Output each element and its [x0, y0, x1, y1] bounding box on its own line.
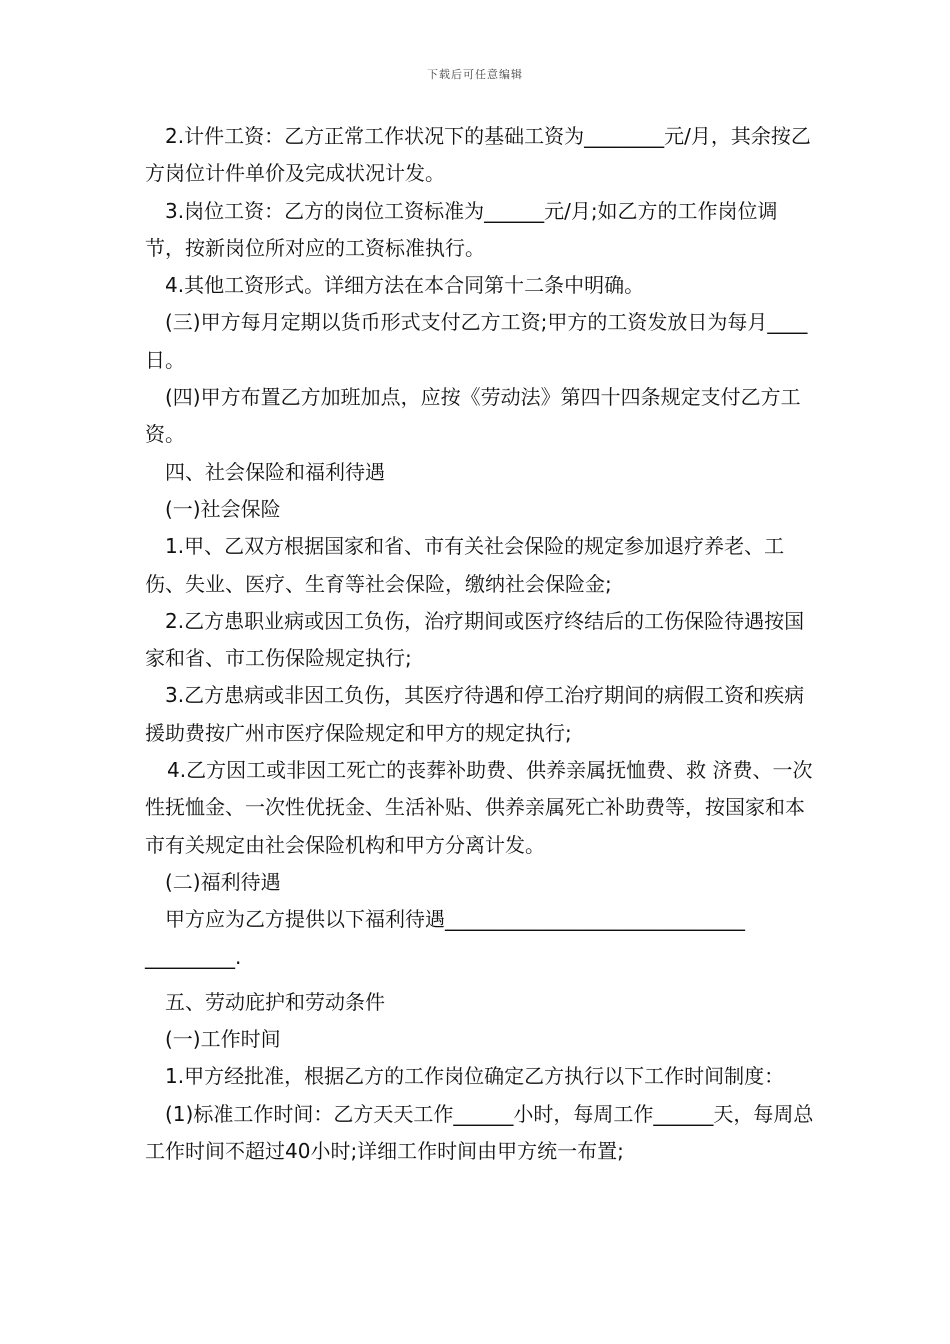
- document-body: [145, 118, 817, 1170]
- paragraph-payday: (三)甲方每月定期以货币形式支付乙方工资;甲方的工资发放日为每月____日。: [145, 310, 808, 372]
- subheading-working-hours: (一)工作时间: [165, 1027, 281, 1052]
- paragraph-other-wage: 4.其他工资形式。详细方法在本合同第十二条中明确。: [165, 273, 645, 298]
- paragraph-welfare: 甲方应为乙方提供以下福利待遇______________________________: [165, 907, 745, 932]
- section-heading-labor-protection: 五、劳动庇护和劳动条件: [165, 989, 385, 1014]
- paragraph-standard-hours: (1)标准工作时间：乙方天天工作______小时，每周工作______天，每周总工作时间不超过40小时;详细工作时间由甲方统一布置;: [145, 1101, 814, 1164]
- spacer: [145, 976, 817, 984]
- paragraph-overtime: (四)甲方布置乙方加班加点，应按《劳动法》第四十四条规定支付乙方工资。: [145, 385, 801, 447]
- section-heading-insurance: 四、社会保险和福利待遇: [165, 459, 385, 484]
- paragraph-insurance-1: 1.甲、乙双方根据国家和省、市有关社会保险的规定参加退疗养老、工伤、失业、医疗、生育等社会保险，缴纳社会保险金;: [145, 534, 785, 596]
- subheading-social-insurance: (一)社会保险: [165, 496, 281, 521]
- paragraph-welfare-blank: _________.: [145, 944, 242, 969]
- subheading-welfare: (二)福利待遇: [165, 869, 281, 894]
- paragraph-working-hours-1: 1.甲方经批准，根据乙方的工作岗位确定乙方执行以下工作时间制度：: [165, 1064, 785, 1089]
- paragraph-insurance-3: 3.乙方患病或非因工负伤，其医疗待遇和停工治疗期间的病假工资和疾病援助费按广州市医疗保险规定和甲方的规定执行;: [145, 683, 805, 745]
- paragraph-position-wage: 3.岗位工资：乙方的岗位工资标准为______元/月;如乙方的工作岗位调节，按新岗位所对应的工资标准执行。: [145, 198, 778, 260]
- paragraph-piece-wage: 2.计件工资：乙方正常工作状况下的基础工资为________元/月，其余按乙方岗位计件单价及完成状况计发。: [145, 124, 811, 186]
- paragraph-insurance-2: 2.乙方患职业病或因工负伤，治疗期间或医疗终结后的工伤保险待遇按国家和省、市工伤保险规定执行;: [145, 608, 805, 671]
- page-header: 下载后可任意编辑: [427, 68, 523, 81]
- paragraph-insurance-4: 4.乙方因工或非因工死亡的丧葬补助费、供养亲属抚恤费、救 济费、一次性抚恤金、一次性优抚金、生活补贴、供养亲属死亡补助费等，按国家和本市有关规定由社会保险机构和甲方分离计发。: [145, 758, 813, 857]
